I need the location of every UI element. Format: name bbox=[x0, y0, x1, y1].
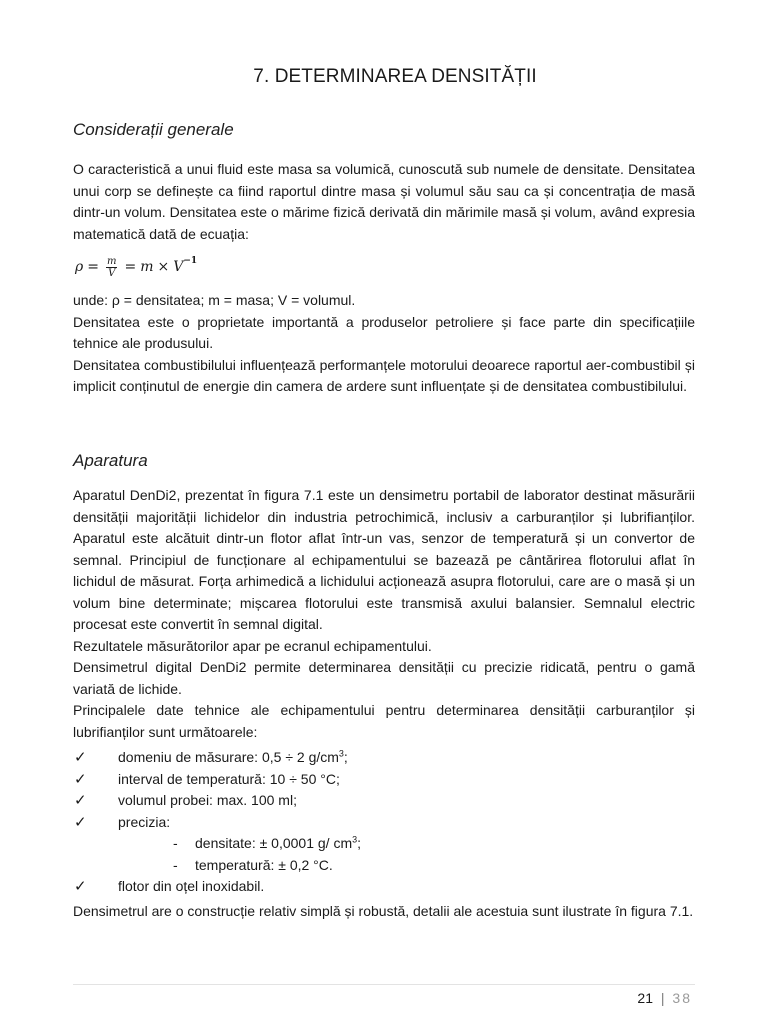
checkmark-icon: ✓ bbox=[74, 792, 87, 809]
apparatus-closing bbox=[73, 901, 695, 923]
list-item-text: precizia: bbox=[118, 813, 171, 830]
section-heading-general: Considerații generale bbox=[73, 120, 234, 139]
page-title: 7. DETERMINAREA DENSITĂȚII bbox=[253, 66, 537, 87]
footer-separator: | bbox=[660, 990, 665, 1006]
list-item bbox=[73, 876, 695, 898]
formula-fraction bbox=[106, 256, 117, 279]
page-number: 21 bbox=[637, 990, 653, 1006]
list-item bbox=[73, 769, 695, 791]
list-item-text: volumul probei: max. 100 ml; bbox=[118, 792, 297, 808]
formula-denominator: V bbox=[108, 267, 116, 279]
checkmark-icon: ✓ bbox=[74, 749, 87, 766]
density-formula bbox=[75, 253, 197, 281]
list-item bbox=[73, 790, 695, 812]
list-item-text: interval de temperatură: 10 ÷ 50 °C; bbox=[118, 770, 340, 787]
apparatus-paragraphs bbox=[73, 485, 695, 743]
paragraph-precision: Densimetrul digital DenDi2 permite determinarea densității cu precizie ridicată, pentru o gamă variată de lichide. bbox=[73, 659, 695, 697]
list-item-text: domeniu de măsurare: 0,5 ÷ 2 $g/cm^3$; bbox=[118, 748, 348, 765]
formula-volume: V bbox=[173, 259, 184, 275]
checkmark-icon: ✓ bbox=[74, 770, 87, 788]
checkmark-icon: ✓ bbox=[74, 878, 87, 895]
paragraph-definitions: unde: ρ = densitatea; m = masa; V = volumul. bbox=[73, 292, 356, 308]
sub-list-item bbox=[73, 833, 695, 855]
paragraph-dendi2-description: Aparatul DenDi2, prezentat în figura 7.1 este un densimetru portabil de laborator destinat măsurării densității majorității lichidelor din industria petrochimică, inclusiv a carburanților și lubrifianților. Aparatul este alcătuit dintr-un flotor aflat într-un vas, senzor de temperatură și un convertor de semnal. Principiul de funcționare al echipamentului se bazează pe cântărirea flotorului aflat în lichidul de măsurat. Forța arhimedică a lichidului acționează asupra flotorului, care are o masă și un volum bine determinate; mișcarea flotorului este transmisă axului balansier. Semnalul electric procesat este convertit în semnal digital. bbox=[73, 487, 695, 632]
sub-list-item bbox=[73, 855, 695, 877]
sub-item-text: - temperatură: ± 0,2 °C. bbox=[173, 856, 333, 873]
paragraph-specs-intro: Principalele date tehnice ale echipamentului pentru determinarea densității carburanților și lubrifianților sunt următoarele: bbox=[73, 702, 695, 740]
paragraph-performance: Densitatea combustibilului influențează performanțele motorului deoarece raportul aer-combustibil și implicit conținutul de energie din camera de ardere sunt influențate și de densitatea combustibilului. bbox=[73, 356, 695, 394]
formula-numerator: m bbox=[106, 255, 117, 267]
page-total: 38 bbox=[672, 990, 692, 1006]
page-footer bbox=[637, 990, 692, 1006]
paragraph-results: Rezultatele măsurătorilor apar pe ecranul echipamentului. bbox=[73, 637, 432, 654]
paragraph-text: O caracteristică a unui fluid este masa sa volumică, cunoscută sub numele de densitate. Densitatea unui corp se definește ca fiind raportul dintre masa și volumul său sau ca și concentrația de masă dintr-un volum. Densitatea este o mărime fizică derivată din mărimile masă și volum, având expresia matematică dată de ecuația: bbox=[73, 161, 695, 242]
general-paragraphs-2 bbox=[73, 290, 695, 398]
checkmark-icon: ✓ bbox=[74, 813, 87, 831]
formula-times: × bbox=[157, 259, 170, 275]
specs-list bbox=[73, 747, 695, 898]
general-paragraph-1 bbox=[73, 159, 695, 245]
formula-exponent: −1 bbox=[183, 256, 198, 266]
formula-equals-2: = bbox=[124, 259, 137, 275]
paragraph-construction: Densimetrul are o construcție relativ simplă și robustă, detalii ale acestuia sunt ilustrate în figura 7.1. bbox=[73, 903, 694, 919]
paragraph-property: Densitatea este o proprietate importantă a produselor petroliere și face parte din specificațiile tehnice ale produsului. bbox=[73, 313, 695, 351]
list-item bbox=[73, 812, 695, 834]
sub-item-text: - densitate: ± 0,0001 g/ $cm^3$; bbox=[173, 834, 362, 851]
formula-mass: m bbox=[140, 259, 154, 275]
list-item bbox=[73, 747, 695, 769]
section-heading-apparatus: Aparatura bbox=[73, 451, 148, 470]
formula-rho: ρ bbox=[75, 259, 84, 275]
footer-divider bbox=[73, 984, 695, 985]
formula-equals: = bbox=[87, 259, 99, 275]
list-item-text: flotor din oțel inoxidabil. bbox=[118, 878, 265, 894]
